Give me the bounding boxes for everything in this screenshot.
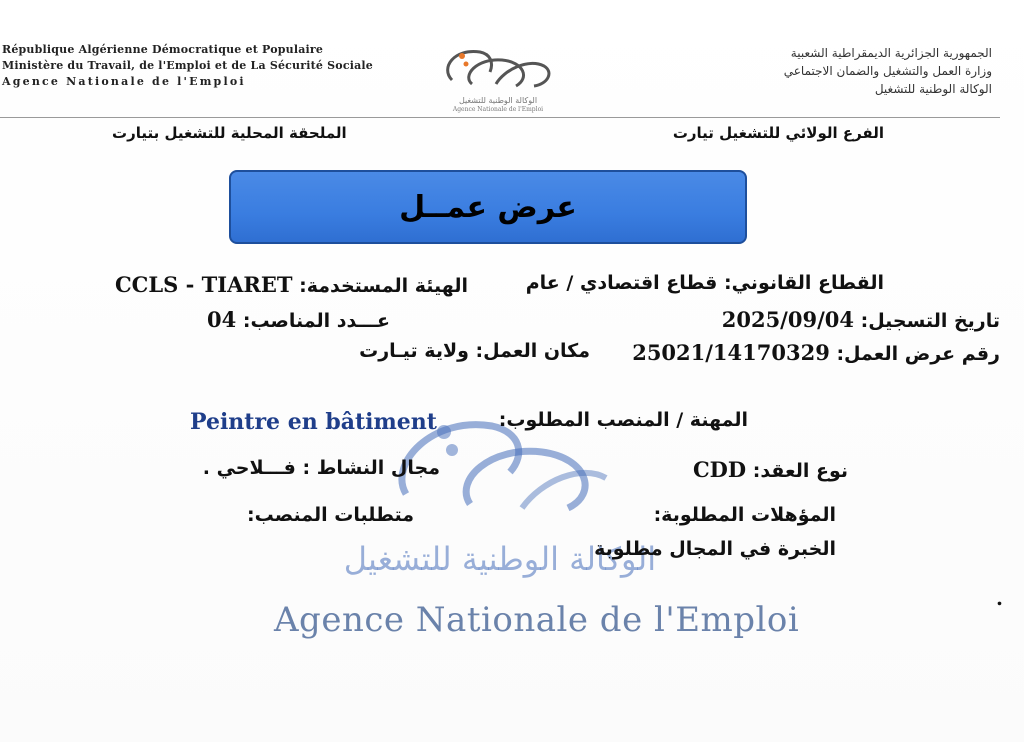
experience-text: الخبرة في المجال مطلوبة [594, 538, 836, 560]
logo-caption-french: Agence Nationale de l'Emploi [452, 106, 544, 113]
activity-value: فـــلاحي . [202, 457, 296, 479]
logo-caption-arabic: الوكالة الوطنية للتشغيل [458, 96, 538, 105]
positions-count-value: 04 [206, 307, 237, 332]
contract-type-line [693, 457, 848, 482]
offer-number-label: رقم عرض العمل: [836, 343, 1000, 365]
header-ar-republic: الجمهورية الجزائرية الديمقراطية الشعبية [790, 46, 992, 60]
registration-date-line [722, 307, 1000, 332]
registration-date-label: تاريخ التسجيل: [860, 310, 1000, 332]
header-fr-ministry: Ministère du Travail, de l'Emploi et de La Sécurité Sociale [2, 59, 373, 72]
employer-value: CCLS - TIARET [114, 272, 293, 297]
header-arabic [784, 44, 992, 98]
offer-number-line [632, 340, 1000, 365]
legal-sector-value: قطاع اقتصادي / عام [525, 272, 718, 294]
header-fr-republic: République Algérienne Démocratique et Populaire [2, 43, 324, 56]
workplace-line [359, 340, 590, 362]
profession-label: المهنة / المنصب المطلوب: [498, 409, 748, 431]
title-banner [229, 170, 747, 244]
watermark-arabic: الوكالة الوطنية للتشغيل [343, 540, 657, 578]
positions-count-label: عـــدد المناصب: [242, 310, 390, 332]
header-ar-ministry: وزارة العمل والتشغيل والضمان الاجتماعي [783, 64, 992, 78]
trailing-mark: . [996, 586, 1003, 610]
branch-provincial: الفرع الولائي للتشغيل تيارت [672, 124, 884, 142]
header-fr-agency: Agence Nationale de l'Emploi [2, 75, 246, 88]
profession-value: Peintre en bâtiment [190, 409, 437, 435]
legal-sector-label: القطاع القانوني: [723, 272, 884, 294]
contract-type-value: CDD [692, 457, 747, 482]
legal-sector-line [526, 272, 884, 294]
workplace-value: ولاية تيـارت [359, 340, 469, 362]
contract-type-label: نوع العقد: [752, 460, 848, 482]
employer-line [115, 272, 468, 297]
activity-line [203, 457, 440, 479]
header-divider [0, 117, 1000, 118]
registration-date-value: 2025/09/04 [721, 307, 854, 332]
qualifications-label: المؤهلات المطلوبة: [653, 504, 836, 526]
offer-number-value: 25021/14170329 [632, 340, 830, 365]
positions-count-line [207, 307, 390, 332]
document-title: عرض عمــل [399, 189, 577, 225]
header-ar-agency: الوكالة الوطنية للتشغيل [874, 82, 992, 96]
employer-label: الهيئة المستخدمة: [299, 275, 468, 297]
workplace-label: مكان العمل: [475, 340, 590, 362]
watermark-french: Agence Nationale de l'Emploi [274, 600, 800, 640]
branch-local: الملحقة المحلية للتشغيل بتيارت [112, 124, 347, 142]
activity-label: مجال النشاط : [302, 457, 440, 479]
requirements-label: متطلبات المنصب: [247, 504, 414, 526]
header-french [2, 42, 373, 90]
